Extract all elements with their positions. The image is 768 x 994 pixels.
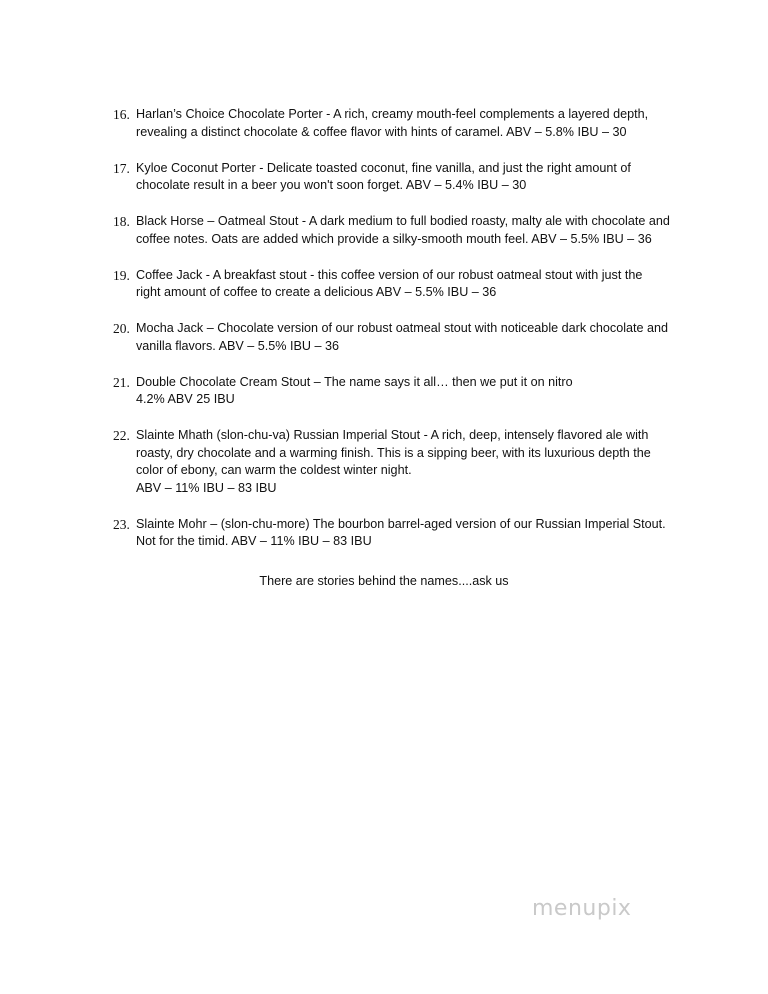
list-item — [113, 213, 693, 248]
list-item — [113, 106, 693, 141]
list-item — [113, 374, 693, 409]
list-item — [113, 427, 693, 497]
beer-list — [113, 106, 693, 569]
item-description: Mocha Jack – Chocolate version of our robust oatmeal stout with noticeable dark chocolate and vanilla flavors. ABV – 5.5% IBU – 36 — [136, 321, 669, 353]
item-description: Kyloe Coconut Porter - Delicate toasted coconut, fine vanilla, and just the right amount of chocolate result in a beer you won't soon forget. ABV – 5.4% IBU – 30 — [136, 160, 631, 192]
list-item — [113, 160, 693, 195]
item-number: 21. — [113, 374, 130, 390]
menupix-watermark: menupix — [532, 896, 632, 921]
item-description: Slainte Mohr – (slon-chu-more) The bourbon barrel-aged version of our Russian Imperial Stout. Not for the timid. ABV – 11% IBU – 83 IBU — [136, 516, 666, 548]
item-description: Double Chocolate Cream Stout – The name says it all… then we put it on nitro 4.2% ABV 25 IBU — [136, 374, 573, 406]
list-item — [113, 516, 693, 551]
item-number: 17. — [113, 160, 130, 176]
item-number: 19. — [113, 267, 130, 283]
item-description: Slainte Mhath (slon-chu-va) Russian Imperial Stout - A rich, deep, intensely flavored ale with roasty, dry chocolate and a warming finish. This is a sipping beer, with its luxurious depth the color of ebony, can warm the coldest winter night. ABV – 11% IBU – 83 IBU — [136, 428, 651, 495]
item-number: 20. — [113, 321, 130, 336]
footer-note: There are stories behind the names....ask us — [259, 574, 509, 588]
list-item — [113, 320, 693, 355]
item-number: 23. — [113, 516, 130, 532]
list-item — [113, 267, 693, 302]
item-description: Black Horse – Oatmeal Stout - A dark medium to full bodied roasty, malty ale with chocolate and coffee notes. Oats are added which provide a silky-smooth mouth feel. ABV – 5.5% IBU – 36 — [136, 214, 670, 246]
item-number: 18. — [113, 214, 130, 229]
item-number: 22. — [113, 428, 130, 443]
item-description: Harlan’s Choice Chocolate Porter - A rich, creamy mouth-feel complements a layered depth, revealing a distinct chocolate & coffee flavor with hints of caramel. ABV – 5.8% IBU – 30 — [136, 107, 649, 139]
item-description: Coffee Jack - A breakfast stout - this coffee version of our robust oatmeal stout with just the right amount of coffee to create a delicious ABV – 5.5% IBU – 36 — [136, 267, 643, 299]
item-number: 16. — [113, 107, 130, 122]
